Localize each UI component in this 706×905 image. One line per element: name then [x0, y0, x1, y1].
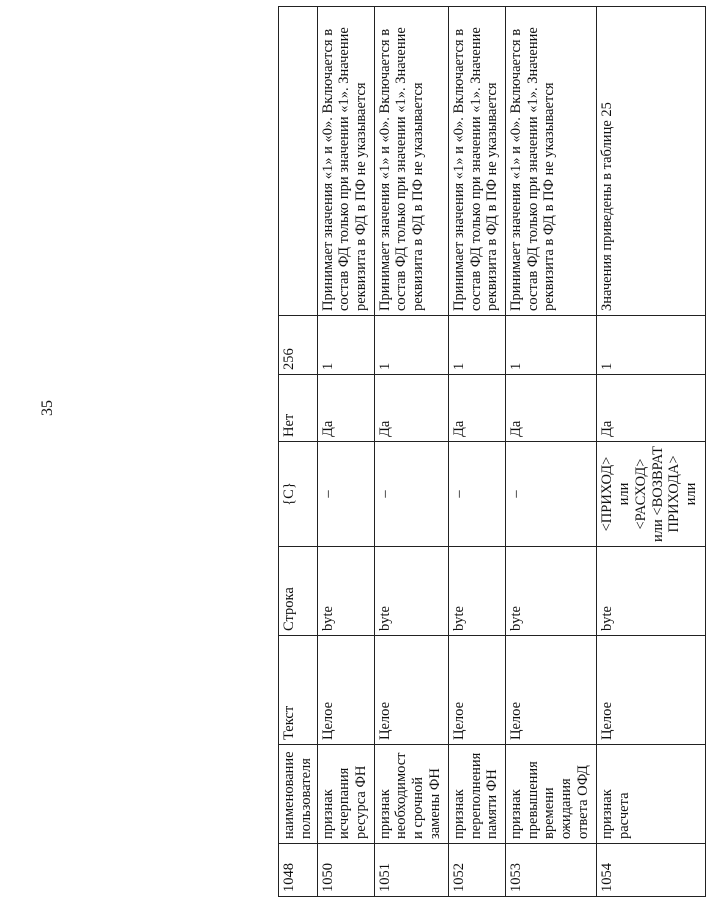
tag-cell: 1052 [448, 844, 505, 897]
value-cell: – [374, 442, 448, 547]
type-cell: byte [597, 547, 706, 636]
header-tag-cell: 1048 [279, 844, 318, 897]
table-row [597, 7, 706, 897]
header-type-cell: Строка [279, 547, 318, 636]
description-cell: Принимает значения «1» и «0». Включается в состав ФД только при значении «1». Значение реквизита в ФД в ПФ не указывается [448, 7, 505, 316]
value-cell: – [317, 442, 374, 547]
header-required-cell: Нет [279, 375, 318, 442]
name-cell: признак расчета [597, 745, 706, 844]
description-cell: Принимает значения «1» и «0». Включается в состав ФД только при значении «1». Значение реквизита в ФД в ПФ не указывается [505, 7, 596, 316]
length-cell: 1 [597, 316, 706, 375]
required-cell: Да [374, 375, 448, 442]
table-row [448, 7, 505, 897]
description-cell: Принимает значения «1» и «0». Включается в состав ФД только при значении «1». Значение реквизита в ФД в ПФ не указывается [317, 7, 374, 316]
tag-cell: 1053 [505, 844, 596, 897]
format-cell: Целое [448, 636, 505, 745]
name-cell: признак превышения времени ожидания ответа ОФД [505, 745, 596, 844]
tag-cell: 1050 [317, 844, 374, 897]
table-header-row [279, 7, 318, 897]
name-cell: признак исчерпания ресурса ФН [317, 745, 374, 844]
required-cell: Да [317, 375, 374, 442]
name-cell: признак переполнения памяти ФН [448, 745, 505, 844]
requisites-table [278, 6, 706, 897]
format-cell: Целое [374, 636, 448, 745]
format-cell: Целое [317, 636, 374, 745]
required-cell: Да [597, 375, 706, 442]
header-format-cell: Текст [279, 636, 318, 745]
required-cell: Да [448, 375, 505, 442]
length-cell: 1 [317, 316, 374, 375]
format-cell: Целое [505, 636, 596, 745]
table-row [317, 7, 374, 897]
length-cell: 1 [505, 316, 596, 375]
format-cell: Целое [597, 636, 706, 745]
scan-stamp-mark [86, 544, 110, 744]
type-cell: byte [448, 547, 505, 636]
page-number: 35 [39, 400, 56, 416]
header-value-cell: {С} [279, 442, 318, 547]
rotated-table-wrapper [278, 27, 706, 897]
tag-cell: 1054 [597, 844, 706, 897]
value-cell: – [448, 442, 505, 547]
value-cell: <ПРИХОД> или <РАСХОД> или <ВОЗВРАТ ПРИХОДА> или [597, 442, 706, 547]
type-cell: byte [317, 547, 374, 636]
type-cell: byte [374, 547, 448, 636]
description-cell: Значения приведены в таблице 25 [597, 7, 706, 316]
length-cell: 1 [374, 316, 448, 375]
table-row [374, 7, 448, 897]
value-cell: – [505, 442, 596, 547]
header-description-cell [279, 7, 318, 316]
name-cell: признак необходимости срочной замены ФН [374, 745, 448, 844]
tag-cell: 1051 [374, 844, 448, 897]
description-cell: Принимает значения «1» и «0». Включается в состав ФД только при значении «1». Значение реквизита в ФД в ПФ не указывается [374, 7, 448, 316]
table-row [505, 7, 596, 897]
header-name-cell: наименование пользователя [279, 745, 318, 844]
type-cell: byte [505, 547, 596, 636]
header-length-cell: 256 [279, 316, 318, 375]
required-cell: Да [505, 375, 596, 442]
length-cell: 1 [448, 316, 505, 375]
